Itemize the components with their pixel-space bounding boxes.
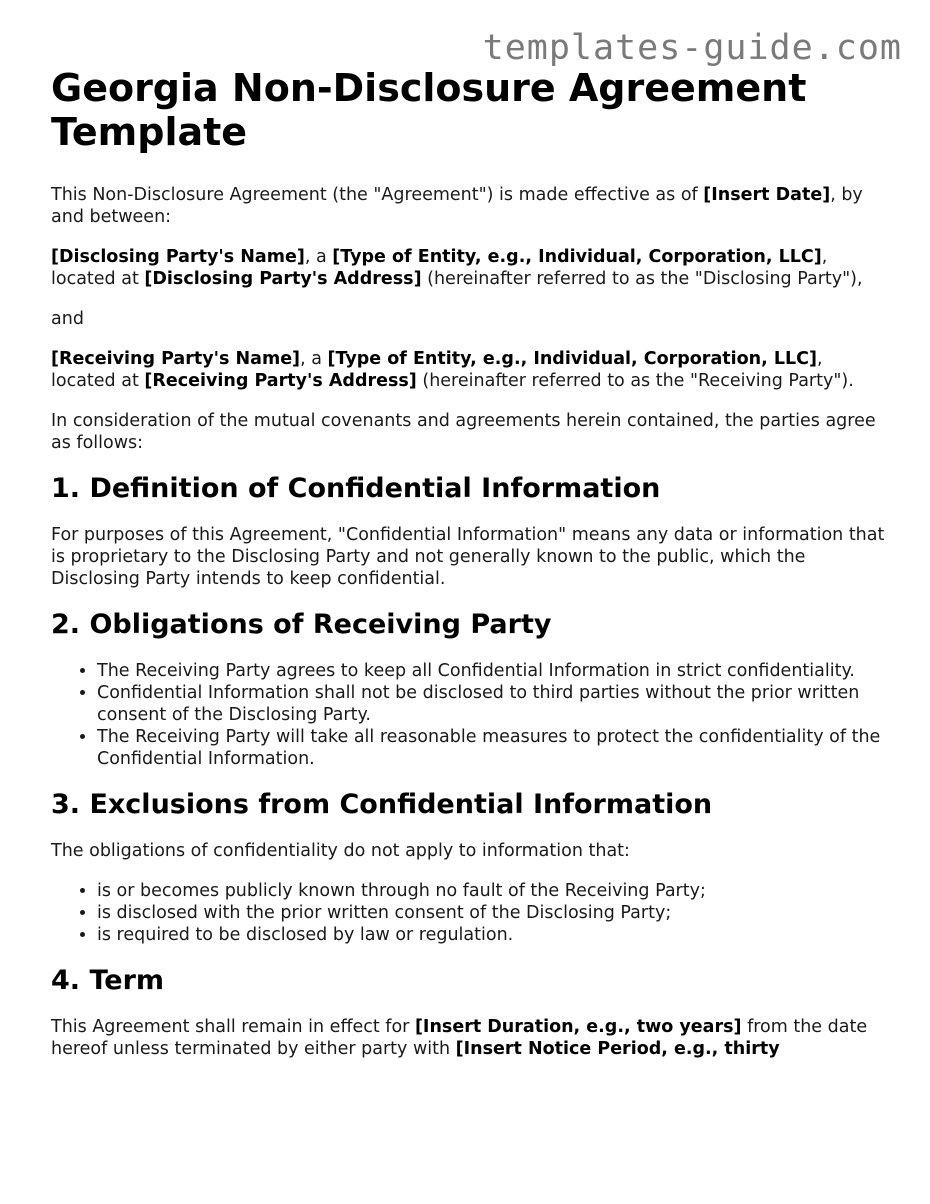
duration-placeholder: [Insert Duration, e.g., two years]	[414, 1017, 742, 1037]
and-paragraph: and	[51, 309, 84, 329]
disclosing-address-placeholder: [Disclosing Party's Address]	[144, 269, 422, 289]
section-heading: 4. Term	[51, 965, 165, 996]
exclusions-list	[51, 880, 891, 946]
document-body	[51, 66, 891, 1078]
list-item: • is or becomes publicly known through no fault of the Receiving Party;	[97, 880, 891, 902]
section-heading: 2. Obligations of Receiving Party	[51, 609, 552, 640]
disclosing-name-placeholder: [Disclosing Party's Name]	[51, 247, 305, 267]
disclosing-party-paragraph: [Disclosing Party's Name], a [Type of Entity, e.g., Individual, Corporation, LLC], located at [Disclosing Party's Address] (hereinafter referred to as the "Disclosing Party"),	[51, 247, 863, 289]
list-item: • The Receiving Party will take all reasonable measures to protect the confidentiality of the Confidential Information.	[97, 726, 891, 770]
receiving-entity-placeholder: [Type of Entity, e.g., Individual, Corporation, LLC]	[327, 349, 817, 369]
watermark: templates-guide.com	[482, 28, 902, 68]
intro-paragraph: This Non-Disclosure Agreement (the "Agreement") is made effective as of [Insert Date], by and between:	[51, 185, 863, 227]
list-item: • is required to be disclosed by law or regulation.	[97, 924, 891, 946]
consideration-paragraph: In consideration of the mutual covenants and agreements herein contained, the parties agree as follows:	[51, 411, 876, 453]
term-paragraph: This Agreement shall remain in effect for [Insert Duration, e.g., two years] from the date hereof unless terminated by either party with [Insert Notice Period, e.g., thirty	[51, 1017, 868, 1059]
receiving-party-paragraph: [Receiving Party's Name], a [Type of Entity, e.g., Individual, Corporation, LLC], located at [Receiving Party's Address] (hereinafter referred to as the "Receiving Party").	[51, 349, 854, 391]
notice-placeholder: [Insert Notice Period, e.g., thirty	[455, 1039, 780, 1059]
obligations-list	[51, 660, 891, 770]
section-paragraph: For purposes of this Agreement, "Confidential Information" means any data or information that is proprietary to the Disclosing Party and not generally known to the public, which the Disclosing Party intends to keep confidential.	[51, 525, 885, 589]
list-item: • The Receiving Party agrees to keep all Confidential Information in strict confidentiality.	[97, 660, 891, 682]
section-heading: 1. Definition of Confidential Information	[51, 473, 661, 504]
receiving-address-placeholder: [Receiving Party's Address]	[144, 371, 417, 391]
section-paragraph: The obligations of confidentiality do not apply to information that:	[51, 841, 630, 861]
list-item: • is disclosed with the prior written consent of the Disclosing Party;	[97, 902, 891, 924]
disclosing-entity-placeholder: [Type of Entity, e.g., Individual, Corporation, LLC]	[332, 247, 822, 267]
page-title: Georgia Non-Disclosure Agreement Template	[51, 66, 807, 154]
receiving-name-placeholder: [Receiving Party's Name]	[51, 349, 301, 369]
section-heading: 3. Exclusions from Confidential Information	[51, 789, 713, 820]
list-item: • Confidential Information shall not be disclosed to third parties without the prior written consent of the Disclosing Party.	[97, 682, 891, 726]
date-placeholder: [Insert Date]	[703, 185, 831, 205]
